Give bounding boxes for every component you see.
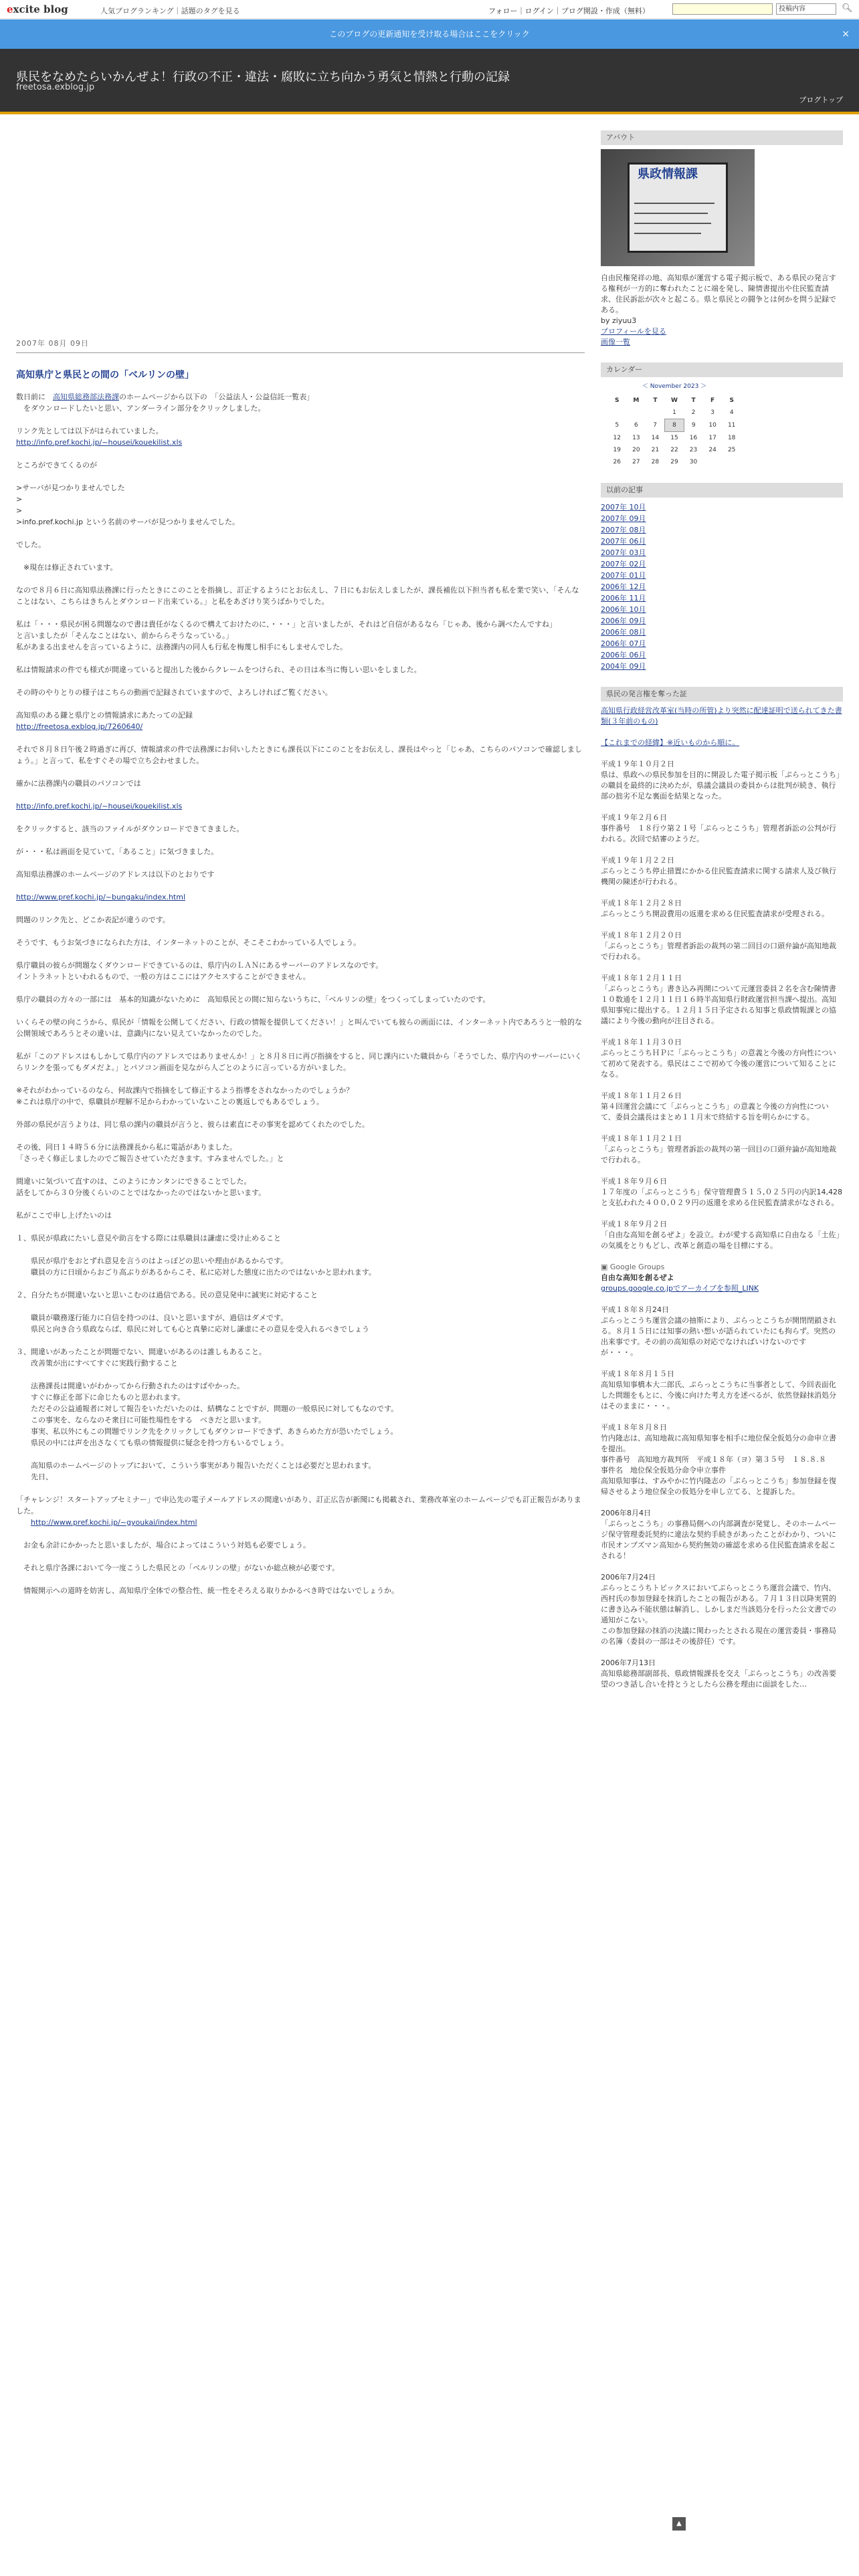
- feed-text: 竹内隆志は、高知地裁に高知県知事を相手に地位保全仮処分の命申立書を提出。 事件番号 高知地方裁判所 平成１８年（ヨ）第３５号 １８.８.８ 事件名 地位保全仮処分命令申立事件 高知県知事は、すみやかに竹内隆志の「ぷらっとこうち」参加登録を復帰させるよう地位保全の仮処分を申し立てる、と提訴した。: [601, 1434, 836, 1496]
- calendar-day[interactable]: 17: [708, 434, 717, 441]
- feed-date: 平成１８年１２月１１日: [601, 974, 682, 982]
- calendar-day[interactable]: 21: [651, 447, 660, 453]
- feed-text: ぷらっとこうち停止措置にかかる住民監査請求に関する請求人及び執行機関の陳述が行われる。: [601, 867, 836, 886]
- feed-text: ぷらっとこうちＨＰに「ぷらっとこうち」の意義と今後の方向性について初めて発表する。県民はここで初めて今後の運営について知ることになる。: [601, 1049, 836, 1079]
- calendar-heading: カレンダー: [601, 362, 843, 377]
- calendar-day[interactable]: 6: [634, 422, 638, 429]
- calendar-day[interactable]: 25: [727, 447, 736, 453]
- post-paragraph: 県庁の職員の方々の一部には 基本的知識がないために 高知県民との間に知らないうちに、「ベルリンの壁」をつくってしまっていたのです。: [16, 995, 490, 1004]
- feed-item: [601, 1219, 843, 1251]
- calendar-day[interactable]: 29: [670, 459, 678, 465]
- post-paragraph: 情報開示への道時を妨害し、高知県庁全体での整合性、統一性をそろえる取りかかるべき時ではないでしょうか。: [16, 1586, 399, 1595]
- avatar[interactable]: [601, 149, 755, 266]
- feed-item: [601, 855, 843, 887]
- calendar-day[interactable]: 19: [613, 447, 621, 453]
- calendar-day[interactable]: 16: [689, 434, 698, 441]
- post-paragraph: 外部の県民が言うよりは、同じ県の課内の職員が言うと、彼らは素直にその事実を認めてくれたのでした。: [16, 1120, 369, 1129]
- sign-line: [634, 233, 701, 234]
- search-input[interactable]: [672, 3, 773, 15]
- calendar-day[interactable]: 22: [670, 447, 678, 453]
- post-paragraph: 県庁職員の彼らが問題なくダウンロードできているのは、県庁内のＬＡＮにあるサーバーのアドレスなのです。 イントラネットといわれるもので、一般の方はここにはアクセスすることができません。: [16, 961, 383, 981]
- calendar-weekday: S: [729, 397, 734, 404]
- post-paragraph: 問題のリンク先と、どこか表記が違うのです。: [16, 916, 170, 924]
- archive-list: [601, 502, 843, 672]
- blog-header: [0, 49, 859, 114]
- calendar-week-row: [607, 456, 741, 468]
- feed-item: [601, 1508, 843, 1562]
- calendar-day[interactable]: 27: [632, 459, 640, 465]
- archive-link[interactable]: 2006年 11月: [601, 594, 646, 603]
- post-paragraph: をクリックすると、該当のファイルがダウンロードできてきました。: [16, 825, 244, 833]
- calendar-weekday: W: [671, 397, 678, 404]
- search-type-select[interactable]: 投稿内容: [776, 3, 836, 15]
- group-name: 自由な高知を創るぜよ: [601, 1273, 674, 1282]
- feed-text: 事件番号 １８行ウ第２１号「ぷらっとこうち」管理者訴訟の公判が行われる。次回で結審のようだ。: [601, 824, 836, 843]
- calendar-day: [646, 407, 665, 419]
- feed-date: 2006年8月4日: [601, 1509, 651, 1517]
- calendar-day[interactable]: 5: [615, 422, 619, 429]
- feed-item: [601, 898, 843, 920]
- calendar-day[interactable]: 14: [651, 434, 660, 441]
- feed-item: [601, 1658, 843, 1690]
- calendar-day[interactable]: 15: [670, 435, 678, 441]
- calendar-day: [627, 407, 646, 419]
- author-by: by ziyuu3: [601, 316, 637, 325]
- feed-text: 第４回運営会議にて「ぷらっとこうち」の意義と今後の方向性について、委員会議長はまとめ１１月末で終結する旨を明らかにする。: [601, 1102, 829, 1121]
- feed-item: [601, 1262, 843, 1294]
- calendar-day[interactable]: 23: [689, 447, 698, 453]
- feed-date: 平成１９年１月２２日: [601, 856, 674, 865]
- calendar-weekday: M: [633, 397, 640, 404]
- post-paragraph: ところができてくるのが >サーバが見つかりませんでした > > >info.pref.kochi.jp という名前のサーバが見つかりませんでした。 でした。 ※現在は修正されています。: [16, 461, 240, 572]
- feed-item: [601, 1369, 843, 1412]
- legal-division-link[interactable]: 高知県総務部法務課: [53, 393, 119, 401]
- feed-text: ぷらっとこうちトピックスにおいてぷらっとこうち運営会議で、竹内、西村氏の参加登録を抹消したことの報告がある。７月１３日以降実質的に書き込み不能状態は解消し、しかしまだ当該処分を行った公文書での通知がこない。 この参加登録の抹消の決議に関わったとされる現在の運営委員・事務局の名簿（委員の一部はその後辞任）です。: [601, 1584, 836, 1646]
- archive-link[interactable]: 2007年 01月: [601, 571, 646, 580]
- archive-link[interactable]: 2006年 07月: [601, 639, 646, 648]
- feed-history-link[interactable]: 【これまでの経緯】※近いものから順に。: [601, 738, 740, 747]
- post-paragraph: が・・・私は画面を見ていて、「あること」に気づきました。: [16, 847, 219, 856]
- feed-date: 2006年7月13日: [601, 1658, 656, 1667]
- post-paragraph: いくらその壁の向こうから、県民が「情報を公開してください、行政の情報を提供してください！」と叫んでいても彼らの画面には、インターネット内であろうと一般的な公開領域であろうとその違いは、意識内にない見えていなかったのでした。: [16, 1018, 583, 1038]
- group-archive-link[interactable]: groups.google.co.jpでアーカイブを参照_LINK: [601, 1284, 759, 1293]
- calendar-day: [607, 407, 627, 419]
- feed-date: 平成１８年８月24日: [601, 1305, 669, 1314]
- calendar-week-row: [607, 407, 741, 419]
- post-paragraph: 間違いに気づいて直すのは、このようにカンタンにできることでした。 話をしてから３０分後くらいのことではなかったのではないかと思います。: [16, 1177, 266, 1197]
- sign-line: [634, 223, 711, 224]
- feed-item: [601, 759, 843, 802]
- post-main: [16, 338, 585, 1608]
- calendar-day: [703, 456, 723, 468]
- calendar-caption[interactable]: ＜ November 2023 ＞: [642, 383, 707, 390]
- post-date: 2007年 08月 09日: [16, 338, 585, 353]
- post-paragraph: 私は情報請求の件でも様式が間違っていると提出した後からクレームをつけられ、その日は本当に悔しい思いをしました。: [16, 665, 421, 674]
- post-paragraph: ２、自分たちが間違いないと思いこむのは過信である。民の意見発申に誠実に対応すること 職員が職務遂行能力に自信を持つのは、良いと思いますが、過信はダメです。 県民と向き合う県政ならば、県民に対しても心と真摯に応対し謙虚にその意見を受入れるべきでしょう: [16, 1291, 369, 1333]
- calendar-weekday: T: [653, 397, 658, 404]
- close-icon[interactable]: ×: [842, 29, 850, 39]
- post-paragraph: なので８月６日に高知県法務課に行ったときにこのことを指摘し、訂正するようにとお伝えし、７日にもお伝えしましたが、課長補佐以下担当者も私を業で笑い、「そんなことはない、こちらはきちんとダウンロード出来ている。」と私をあざけり笑うばかりでした。: [16, 586, 579, 606]
- calendar-weekday: F: [710, 397, 715, 404]
- archive-link[interactable]: 2007年 03月: [601, 548, 646, 557]
- google-groups-logo[interactable]: ▣ Google Groups: [601, 1263, 665, 1271]
- user-menu[interactable]: フォロー｜ログイン｜ブログ開設・作成（無料）: [488, 7, 650, 15]
- calendar-day[interactable]: 30: [689, 459, 698, 465]
- search-icon[interactable]: 🔍︎: [842, 3, 853, 13]
- feed-item: [601, 930, 843, 962]
- calendar-day[interactable]: 11: [727, 422, 736, 429]
- feed-text: 高知県知事橋本大二郎氏、ぷらっとこうちに当事者として、今回表面化した問題をもとに、今後に向けた考え方を述べるが、依然登録抹消処分はそのままに・・・。: [601, 1380, 836, 1410]
- calendar-day[interactable]: 7: [653, 422, 658, 429]
- post-paragraph: １、県民が県政にたいし意見や助言をする際には県職員は謙虚に受け止めること 県民が県庁をおとずれ意見を言うのはよっぽどの思いや理由があるからです。 職員の方に日頃からおごり高ぶりがあるからこそ、私に応対した態度に出たのではないかと思われます。: [16, 1234, 376, 1277]
- about-text: 自由民権発祥の地、高知県が運営する電子掲示板で、ある県民の発言する権利が一方的に奪われたことに端を発し、陳情書提出や住民監査請求、住民訴訟が次々と起こる。県と県民との闘争とは何かを問う記録である。: [601, 274, 836, 314]
- post-paragraph: 私が「このアドレスはもしかして県庁内のアドレスではありませんか！」と８月８日に再び指摘をすると、同じ課内にいた職員から「そうでした、県庁内のサーバーにいくらリンクを張ってもダメだよ。」とパソコン画面を見ながら人ごとのように言っている方がいました。: [16, 1052, 582, 1072]
- calendar-day[interactable]: 10: [708, 422, 717, 429]
- feed-item: [601, 1305, 843, 1358]
- calendar-week-row: [607, 444, 741, 456]
- post-paragraph: [16, 800, 585, 812]
- blog-top-link[interactable]: ブログトップ: [799, 96, 843, 104]
- post-paragraph: ※それがわかっているのなら、何故課内で指摘をして修正するよう指導をされなかったのでしょうか？ ※これは県庁の中で、県職員が理解不足からわかっていないことの裏返しでもあるでしょう。: [16, 1086, 354, 1106]
- post-paragraph: それで８月８日午後２時過ぎに再び、情報請求の件で法務課にお伺いしたときにも課長以下にこのことをお伝えし、課長はやっと「じゃあ、こちらのパソコンで確認しましょう。」と言って、私をすぐその場で立ち会わせました。: [16, 745, 582, 765]
- feed-text: ぷらっとこうち開設費用の返還を求める住民監査請求が受理される。: [601, 909, 829, 918]
- calendar-day[interactable]: 18: [727, 434, 736, 441]
- sign-line: [634, 203, 714, 204]
- xls-link[interactable]: http://info.pref.kochi.jp/~housei/kouekilist.xls: [16, 802, 183, 811]
- archive-link[interactable]: 2007年 09月: [601, 514, 646, 523]
- feed-date: 平成１８年９月２日: [601, 1220, 667, 1228]
- feed-item: [601, 1091, 843, 1123]
- calendar-day[interactable]: 2: [691, 409, 696, 417]
- feed-text: 「自由な高知を創るぜよ」を設立。わが愛する高知県に自由なる「土佐」の気風をとりもどし、改革と創造の場を目標にする。: [601, 1230, 840, 1250]
- calendar-weekdays: [607, 395, 741, 407]
- follow-notice-text[interactable]: このブログの更新通知を受け取る場合はここをクリック: [329, 29, 530, 39]
- feed-text: １７年度の「ぷらっとこうち」保守管理費５１５,０２５円の内訳14,428 と支払われた４００,０２９円の返還を求める住民監査請求がなされる。: [601, 1188, 845, 1207]
- picture-list-link[interactable]: 画像一覧: [601, 338, 630, 346]
- feed-date: 平成１９年２月６日: [601, 813, 667, 822]
- sign-line: [634, 213, 708, 214]
- feed-intro: [601, 706, 843, 748]
- calendar-day[interactable]: 12: [613, 434, 621, 441]
- xls-link[interactable]: http://info.pref.kochi.jp/~housei/kouekilist.xls: [16, 438, 183, 447]
- blog-url: freetosa.exblog.jp: [16, 82, 95, 92]
- blog-title[interactable]: 県民をなめたらいかんぜよ！行政の不正・違法・腐敗に立ち向かう勇気と情熱と行動の記録: [16, 70, 510, 84]
- archive-link[interactable]: 2007年 10月: [601, 503, 646, 512]
- calendar-weekday: S: [615, 397, 619, 404]
- post-paragraph: その時のやりとりの様子はこちらの動画で記録されていますので、よろしければご覧ください。: [16, 688, 332, 697]
- feed-intro-link[interactable]: 高知県行政経営改革室(当時の所管)より突然に配達証明で送られてきた書類(３年前のもの): [601, 706, 842, 726]
- post-paragraph: 私がここで申し上げたいのは: [16, 1211, 112, 1220]
- calendar-day[interactable]: 24: [708, 447, 717, 453]
- calendar-day[interactable]: 26: [613, 459, 621, 465]
- post-paragraph: 確かに法務課内の職員のパソコンでは: [16, 779, 141, 788]
- feed-item: [601, 813, 843, 845]
- feed-text: 「ぷらっとこうち」管理者訴訟の裁判の第二回目の口頭弁論が高知地裁で行われる。: [601, 942, 836, 961]
- avatar-sign-text: 県政情報課: [638, 167, 698, 181]
- archive-heading: 以前の記事: [601, 483, 843, 498]
- calendar-day: [722, 456, 741, 468]
- calendar-day[interactable]: 20: [632, 447, 640, 453]
- follow-notice-banner[interactable]: [0, 19, 859, 49]
- post-paragraph: 数日前に 高知県総務部法務課のホームページから以下の 「公益法人・公益信託一覧表」 をダウンロードしたいと思い、アンダーライン部分をクリックしました。: [16, 393, 314, 413]
- feed-item: [601, 1134, 843, 1166]
- feed-item: [601, 1037, 843, 1080]
- feed-list: [601, 759, 843, 1690]
- archive-section: [601, 483, 843, 672]
- post-paragraph: お金も余計にかかったと思いましたが、場合によってはこういう対処も必要でしょう。: [16, 1541, 310, 1549]
- about-heading: アバウト: [601, 130, 843, 145]
- calendar-day[interactable]: 28: [651, 459, 660, 465]
- post-paragraph: [16, 891, 585, 903]
- feed-date: 平成１８年１１月２１日: [601, 1134, 682, 1143]
- post-paragraph: 「チャレンジ！スタートアップセミナー」で申込先の電子メールアドレスの間違いがあり、訂正広告が新聞にも掲載され、業務改革室のホームページでも訂正報告がありました。 http://www.pref.kochi.jp/~gyoukai/index.html: [16, 1495, 581, 1527]
- feed-date: 平成１８年１１月２６日: [601, 1091, 682, 1100]
- archive-link[interactable]: 2006年 10月: [601, 605, 646, 614]
- feed-text: ぷらっとこうち運営会議の抽斯により、ぷらっとこうちが開閉閉鎖される。８月１５日には知事の熱い想いが語られていたにも拘らず。突然の出来事です。その前の高知県の対応でなければいけないのですが・・・。: [601, 1316, 836, 1357]
- calendar: [607, 381, 741, 468]
- profile-link[interactable]: プロフィールを見る: [601, 327, 666, 336]
- sidebar: [601, 130, 843, 1705]
- feed-item: [601, 973, 843, 1027]
- gyoukai-link[interactable]: http://www.pref.kochi.jp/~gyoukai/index.html: [31, 1518, 197, 1527]
- video-record-link[interactable]: http://freetosa.exblog.jp/7260640/: [16, 722, 143, 731]
- feed-text: 「ぷらっとこうち」書き込み再開について元運営委員２名を含む陳情書１０数通を１２月１１日１６時半高知県行財政運営担当課へ提出。高知県知事宛に提出する。１２月１５日予定される知事と県政情報課との協議により今後の動向が注目される。: [601, 984, 836, 1025]
- feed-text: 「ぷらっとこうち」管理者訴訟の裁判の第一回目の口頭弁論が高知地裁で行われる。: [601, 1145, 836, 1164]
- archive-link[interactable]: 2006年 12月: [601, 582, 646, 591]
- post-paragraph: リンク先としては以下がはられていました。 http://info.pref.kochi.jp/~housei/kouekilist.xls: [16, 427, 183, 447]
- calendar-week-row: [607, 432, 741, 445]
- feed-item: [601, 1422, 843, 1497]
- calendar-day[interactable]: 1: [672, 409, 676, 416]
- feed-date: 平成１８年８月１５日: [601, 1370, 674, 1378]
- top-links[interactable]: 人気ブログランキング｜話題のタグを見る: [100, 7, 240, 15]
- feed-text: 県は、県政への県民参加を目的に開設した電子掲示板「ぷらっとこうち」の職員を最終的に決めたが、県議会議員の委員からは批判が続き、執行部の拙劣不足な裏面を結果となった。: [601, 770, 840, 800]
- feed-heading: 県民の発言権を奪った証: [601, 687, 843, 702]
- feed-date: 平成１８年１２月２０日: [601, 931, 682, 940]
- feed-date: 平成１８年１２月２８日: [601, 899, 682, 907]
- feed-date: 平成１８年８月８日: [601, 1423, 667, 1432]
- feed-section: [601, 687, 843, 1690]
- calendar-day[interactable]: 13: [632, 434, 640, 441]
- calendar-day[interactable]: 9: [691, 422, 696, 429]
- feed-date: 2006年7月24日: [601, 1573, 656, 1582]
- feed-text: 高知県総務部副部長、県政情報課長を交え「ぷらっとこうち」の改善要望のつき話し合いを持とうとしたら公務を理由に面談をした…: [601, 1669, 836, 1689]
- archive-link[interactable]: 2004年 09月: [601, 662, 646, 671]
- feed-date: 平成１９年１０月２日: [601, 760, 674, 768]
- calendar-weekday: T: [691, 397, 696, 404]
- feed-text: 「ぷらっとこうち」の事務局側への内部調査が発覚し、そのホームページ保守管理委託契約に違法な契約手続きがあったことがわかり、ついに市民オンブズマン高知から契約無効の確認を求める住民監査請求を起こされる！: [601, 1519, 836, 1560]
- archive-link[interactable]: 2006年 06月: [601, 651, 646, 659]
- exblog-logo[interactable]: excite blog: [7, 3, 68, 15]
- archive-link[interactable]: 2007年 02月: [601, 560, 646, 568]
- post-paragraph: その後、同日１４時５６分に法務課長から私に電話がありました。 「さっそく修正しましたのでご報告させていただきます。すみませんでした。」と: [16, 1143, 284, 1163]
- feed-date: 平成１８年１１月３０日: [601, 1038, 682, 1047]
- post-paragraph: そうです、もうお気づきになられた方は、インターネットのことが、そこそこわかっている人でしょう。: [16, 938, 361, 947]
- feed-item: [601, 1176, 843, 1208]
- post-title[interactable]: 高知県庁と県民との間の「ベルリンの壁」: [16, 370, 194, 381]
- calendar-day[interactable]: 3: [710, 409, 714, 417]
- post-paragraph: 高知県法務課のホームページのアドレスは以下のとおりです: [16, 870, 215, 879]
- calendar-week-row: [607, 419, 741, 432]
- post-paragraph: それと県庁各課において今一度こうした県民との「ベルリンの壁」がないか総点検が必要です。: [16, 1564, 340, 1572]
- archive-link[interactable]: 2007年 08月: [601, 526, 646, 534]
- feed-date: 平成１８年９月６日: [601, 1177, 667, 1186]
- calendar-day[interactable]: 4: [729, 409, 734, 417]
- calendar-section: [601, 362, 843, 468]
- legal-division-homepage-link[interactable]: http://www.pref.kochi.jp/~bungaku/index.html: [16, 893, 186, 901]
- back-to-top-button[interactable]: ▲: [672, 2517, 686, 2531]
- about-section: [601, 130, 843, 348]
- post-body: [16, 391, 585, 1596]
- post-paragraph: 私は「・・・県民が困る問題なので書は貴任がなくるので構えておけたのに、・・・」と言いましたが、それはど自信があるなら「じゃあ、後から調べたんですね」 と言いましたが「そんなことはない、前かららそうなっている。」 私があまる出ませんを言っているように、法務課内の同人も行私を梅蔑し相手にもしませんでした。: [16, 620, 557, 651]
- calendar-day[interactable]: 8: [665, 419, 684, 432]
- archive-link[interactable]: 2007年 06月: [601, 537, 646, 546]
- feed-item: [601, 1572, 843, 1647]
- post-paragraph: ３、間違いがあったことが問題でない、間違いがあるのは誰しもあること。 改善策が出にすべてすぐに実践行動すること 法務課長は間違いがわかってから行動されたのはすばやかった。 すぐに修正を部下に命じたものと思われます。 ただその公益通報者に対して報告をいただいたのは、結構なことですが、問題の一般県民に対してもなのです。 この事実を、ならなのそ衆目に可能性場性をする べきだと思います。 事実、私以外にもこの問題でリンク先をクリックしてもダウンロードできず、あきらめた方が恐いたでしょう。 県民の中には声を出さなくても県の情報提供に疑念を持つ方もいるでしょう。 高知県のホームページのトップにおいて、こういう事実があり報告いただくことは必要だと思われます。 先日、: [16, 1348, 399, 1481]
- archive-link[interactable]: 2006年 08月: [601, 628, 646, 637]
- post-paragraph: 高知県のある鎌と県庁との情報請求にあたっての記録 http://freetosa.exblog.jp/7260640/: [16, 711, 193, 731]
- top-bar: [0, 0, 859, 19]
- archive-link[interactable]: 2006年 09月: [601, 617, 646, 625]
